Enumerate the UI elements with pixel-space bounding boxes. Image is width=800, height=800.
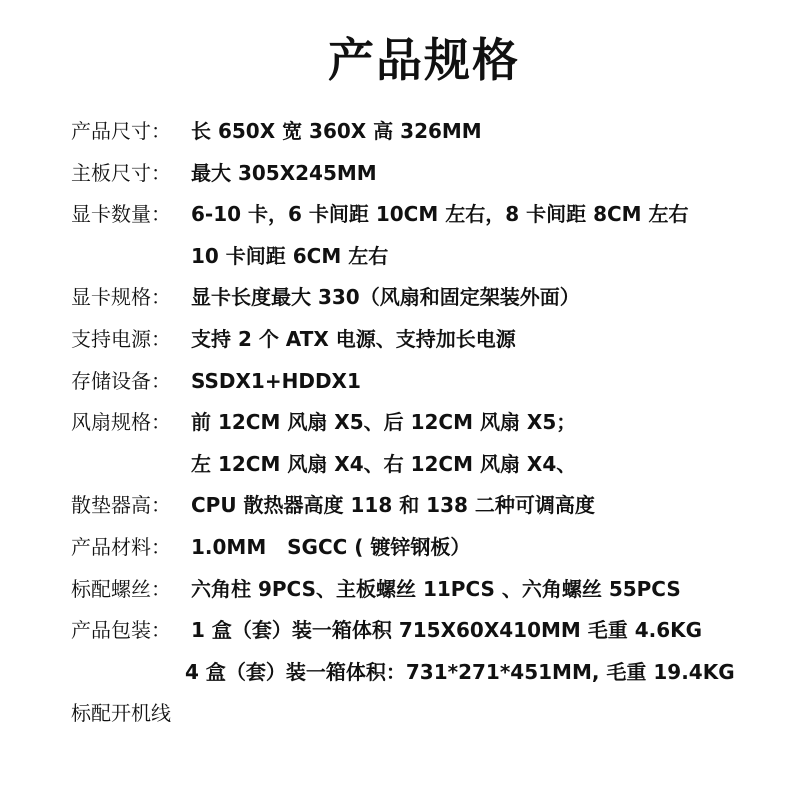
spec-row-product-size (71, 111, 791, 153)
spec-row-motherboard-size (71, 153, 791, 195)
spec-value-line: 最大 305X245MM (191, 160, 377, 185)
spec-label: 风扇规格： (71, 410, 171, 435)
spec-value (191, 111, 482, 153)
spec-value-line: 1.0MM SGCC ( 镀锌钢板） (191, 534, 471, 559)
spec-value-line: 长 650X 宽 360X 高 326MM (191, 119, 482, 143)
spec-value-line: 左 12CM 风扇 X4、右 12CM 风扇 X4、 (191, 451, 577, 476)
spec-value (191, 153, 377, 195)
spec-value-line: 前 12CM 风扇 X5、后 12CM 风扇 X5； (191, 410, 577, 435)
spec-value-line: 6-10 卡，6 卡间距 10CM 左右，8 卡间距 8CM 左右 (191, 202, 689, 227)
spec-value (191, 527, 470, 569)
spec-value (191, 319, 516, 361)
spec-row-gpu-spec (71, 277, 791, 319)
spec-row-power-supply (71, 319, 791, 361)
spec-list (71, 111, 791, 735)
spec-row-screws (71, 569, 791, 611)
spec-value-line: 显卡长度最大 330（风扇和固定架装外面） (191, 285, 580, 310)
spec-row-storage (71, 361, 791, 403)
spec-value-line: 1 盒（套）装一箱体积 715X60X410MM 毛重 4.6KG (191, 618, 703, 643)
spec-value (191, 485, 595, 527)
spec-label: 标配开机线 (71, 701, 171, 726)
spec-value-line: CPU 散热器高度 118 和 138 二种可调高度 (191, 493, 595, 518)
spec-label: 显卡数量： (71, 202, 171, 227)
spec-value (191, 569, 681, 611)
spec-value-line: SSDX1+HDDX1 (191, 368, 361, 393)
spec-label: 存储设备： (71, 368, 171, 393)
spec-value (191, 277, 580, 319)
spec-label: 产品尺寸： (71, 119, 171, 143)
spec-value (191, 361, 361, 403)
spec-label: 标配螺丝： (71, 576, 171, 601)
spec-value (191, 402, 576, 485)
page-title: 产品规格 (328, 33, 520, 87)
spec-row-fan-spec (71, 402, 791, 485)
spec-value-line: 10 卡间距 6CM 左右 (191, 243, 389, 268)
spec-row-material (71, 527, 791, 569)
spec-row-power-cable (71, 693, 791, 735)
spec-value-line: 六角柱 9PCS、主板螺丝 11PCS 、六角螺丝 55PCS (191, 576, 681, 601)
spec-label: 支持电源： (71, 326, 171, 351)
spec-value (185, 610, 735, 693)
spec-row-cooler-height (71, 485, 791, 527)
spec-value-line: 支持 2 个 ATX 电源、支持加长电源 (191, 326, 516, 351)
spec-label: 主板尺寸： (71, 160, 171, 185)
spec-row-gpu-count (71, 194, 791, 277)
spec-label: 产品包装： (71, 618, 171, 643)
spec-value-line: 4 盒（套）装一箱体积：731*271*451MM, 毛重 19.4KG (185, 659, 735, 684)
spec-value (191, 194, 689, 277)
spec-label: 散垫器高： (71, 493, 171, 518)
spec-label: 产品材料： (71, 534, 171, 559)
spec-row-packaging (71, 610, 791, 693)
spec-label: 显卡规格： (71, 285, 171, 310)
